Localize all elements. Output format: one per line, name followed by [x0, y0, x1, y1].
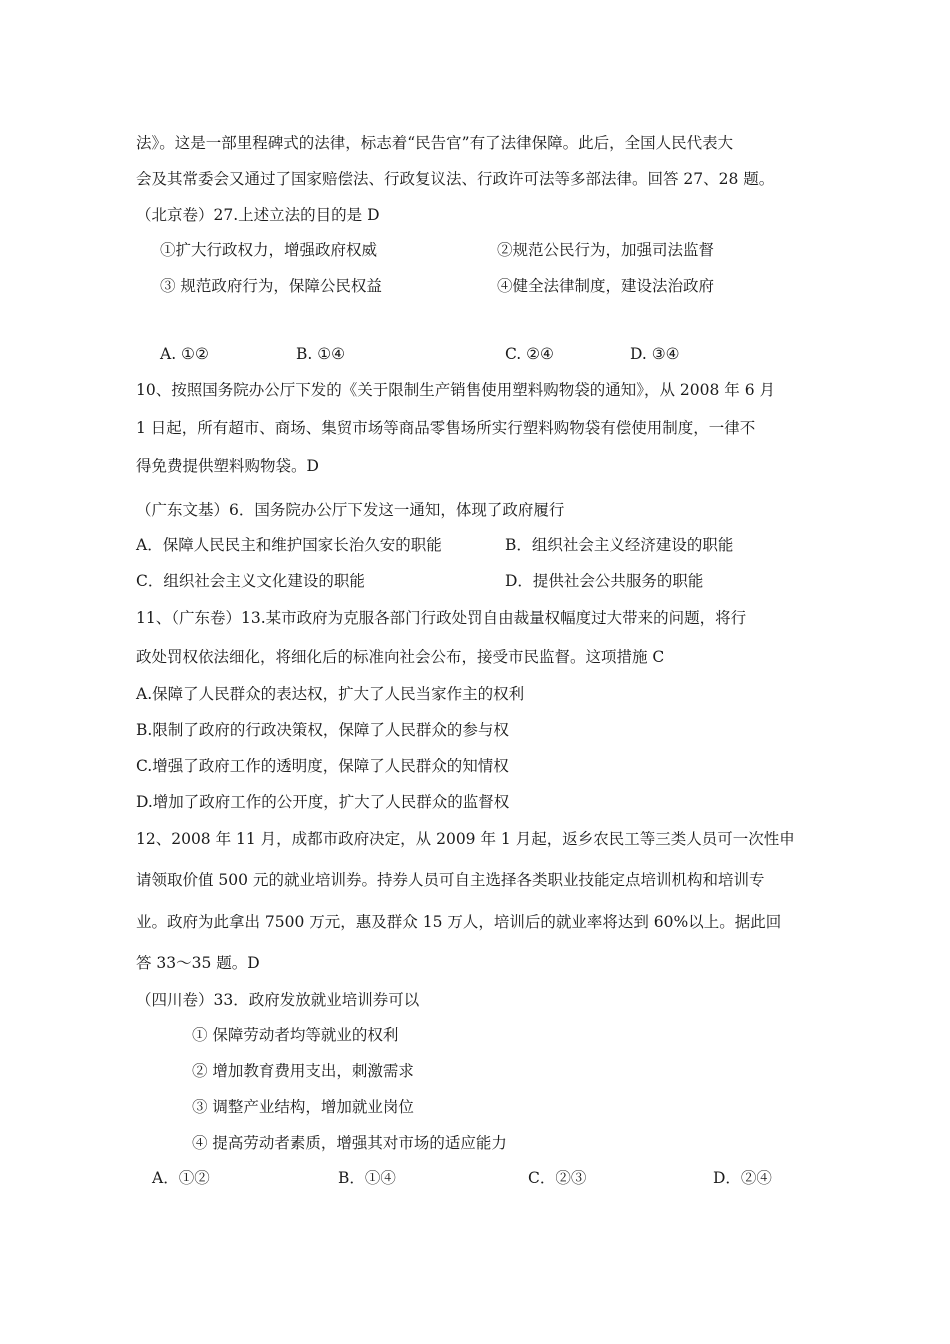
q12-item-2: ② 增加教育费用支出，刺激需求: [192, 1062, 414, 1080]
q12-choice-a: A．①②: [152, 1169, 210, 1187]
q10-choice-c: C．组织社会主义文化建设的职能: [136, 572, 365, 590]
q11-line-1: 11、（广东卷）13.某市政府为克服各部门行政处罚自由裁量权幅度过大带来的问题，将行: [136, 609, 747, 627]
q10-line-3: 得免费提供塑料购物袋。D: [136, 457, 319, 475]
q10-choice-b: B．组织社会主义经济建设的职能: [505, 536, 734, 554]
q11-choice-d: D.增加了政府工作的公开度，扩大了人民群众的监督权: [136, 793, 510, 811]
q12-line-3: 业。政府为此拿出 7500 万元，惠及群众 15 万人，培训后的就业率将达到 60%以上。据此回: [136, 913, 782, 931]
q11-choice-a: A.保障了人民群众的表达权，扩大了人民当家作主的权利: [136, 685, 525, 703]
q12-item-1: ① 保障劳动者均等就业的权利: [192, 1026, 399, 1044]
q12-choice-d: D．②④: [713, 1169, 772, 1187]
q27-choice-d: D. ③④: [630, 345, 680, 363]
q10-line-1: 10、按照国务院办公厅下发的《关于限制生产销售使用塑料购物袋的通知》，从 2008 年 6 月: [136, 381, 775, 399]
q12-choice-c: C．②③: [528, 1169, 587, 1187]
q12-line-2: 请领取价值 500 元的就业培训券。持券人员可自主选择各类职业技能定点培训机构和培训专: [136, 871, 765, 889]
q12-item-4: ④ 提高劳动者素质，增强其对市场的适应能力: [192, 1134, 507, 1152]
intro-line-1: 法》。这是一部里程碑式的法律，标志着“民告官”有了法律保障。此后，全国人民代表大: [136, 134, 734, 152]
q27-choice-b: B. ①④: [296, 345, 346, 363]
q27-item-3: ③ 规范政府行为，保障公民权益: [160, 277, 382, 295]
q11-choice-c: C.增强了政府工作的透明度，保障了人民群众的知情权: [136, 757, 509, 775]
q10-choice-d: D．提供社会公共服务的职能: [505, 572, 704, 590]
q11-line-2: 政处罚权依法细化，将细化后的标准向社会公布，接受市民监督。这项措施 C: [136, 648, 665, 666]
q12-choice-b: B．①④: [338, 1169, 396, 1187]
q27-choice-a: A. ①②: [160, 345, 209, 363]
intro-line-2: 会及其常委会又通过了国家赔偿法、行政复议法、行政许可法等多部法律。回答 27、28 题。: [136, 170, 775, 188]
q10-choice-a: A．保障人民民主和维护国家长治久安的职能: [136, 536, 442, 554]
q10-line-2: 1 日起，所有超市、商场、集贸市场等商品零售场所实行塑料购物袋有偿使用制度，一律不: [136, 419, 756, 437]
q27-item-2: ②规范公民行为，加强司法监督: [497, 241, 715, 259]
q11-choice-b: B.限制了政府的行政决策权，保障了人民群众的参与权: [136, 721, 509, 739]
q12-item-3: ③ 调整产业结构，增加就业岗位: [192, 1098, 414, 1116]
q27-stem: （北京卷）27.上述立法的目的是 D: [136, 206, 380, 224]
q27-choice-c: C. ②④: [505, 345, 554, 363]
q12-line-1: 12、2008 年 11 月，成都市政府决定，从 2009 年 1 月起，返乡农民工等三类人员可一次性申: [136, 830, 795, 848]
q12-sub-stem: （四川卷）33．政府发放就业培训券可以: [136, 991, 420, 1009]
q12-line-4: 答 33～35 题。D: [136, 954, 260, 972]
q10-sub-stem: （广东文基）6．国务院办公厅下发这一通知，体现了政府履行: [136, 501, 565, 519]
q27-item-4: ④健全法律制度，建设法治政府: [497, 277, 715, 295]
q27-item-1: ①扩大行政权力，增强政府权威: [160, 241, 378, 259]
